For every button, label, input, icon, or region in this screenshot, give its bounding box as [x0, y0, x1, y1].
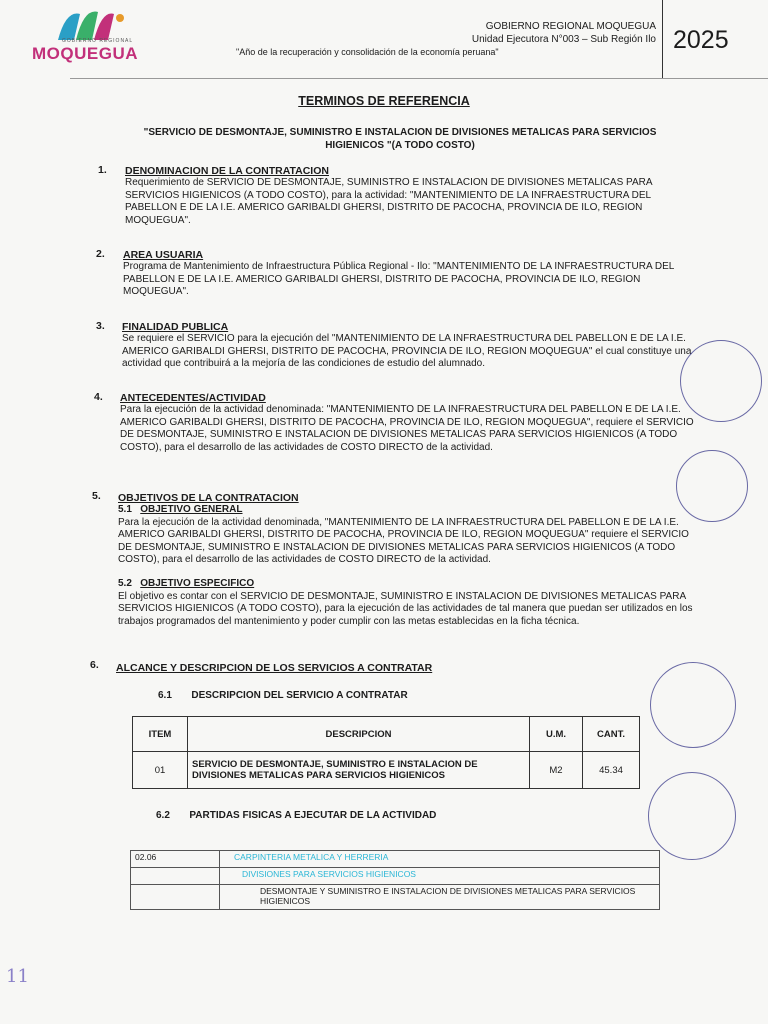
seal-stamp — [680, 340, 762, 422]
section-6-2-number: 6.2 — [156, 810, 170, 821]
cell-cant: 45.34 — [583, 752, 640, 789]
header-um: U.M. — [530, 717, 583, 752]
seal-stamp — [650, 662, 736, 748]
section-5-2 — [118, 578, 702, 590]
partida-empty-code — [131, 868, 220, 885]
section-6-2-heading: PARTIDAS FISICAS A EJECUTAR DE LA ACTIVIDAD — [189, 810, 437, 821]
table-row — [131, 868, 660, 885]
section-5-2-text: El objetivo es contar con el SERVICIO DE DESMONTAJE, SUMINISTRO E INSTALACION DE DIVISIONES METALICAS PARA SERVICIOS HIGIENICOS (A TODO COSTO), para la ejecución de las actividades de tal manera que puedan ser utilizados en los trabajos programados del mantenimiento y poder cumplir con las metas establecidas en la ficha técnica. — [118, 590, 693, 627]
section-2 — [123, 249, 703, 299]
section-2-heading: AREA USUARIA — [123, 249, 204, 261]
cell-desc: SERVICIO DE DESMONTAJE, SUMINISTRO E INSTALACION DE DIVISIONES METALICAS PARA SERVICIOS HIGIENICOS — [188, 752, 530, 789]
gov-line-2: Unidad Ejecutora N°003 – Sub Región Ilo — [471, 34, 656, 45]
section-4 — [120, 392, 702, 454]
section-2-number: 2. — [96, 248, 105, 260]
section-5-2-number: 5.2 — [118, 578, 132, 590]
services-table — [132, 716, 640, 789]
partidas-table — [130, 850, 660, 910]
header-item: ITEM — [133, 717, 188, 752]
section-3-text: Se requiere el SERVICIO para la ejecución del "MANTENIMIENTO DE LA INFRAESTRUCTURA DEL PABELLON E DE LA I.E. AMERICO GARIBALDI GHERSI, DISTRITO DE PACOCHA, PROVINCIA DE ILO, REGION MOQUEGUA" el cual constituye una actividad que contribuirá a la mejoría de las condiciones de estudio del alumnado. — [122, 333, 692, 370]
section-6-1-number: 6.1 — [158, 690, 172, 701]
section-6-number: 6. — [90, 659, 99, 671]
document-title: TERMINOS DE REFERENCIA — [298, 94, 470, 108]
header-cant: CANT. — [583, 717, 640, 752]
section-6-heading: ALCANCE Y DESCRIPCION DE LOS SERVICIOS A CONTRATAR — [116, 662, 433, 674]
year-motto: "Año de la recuperación y consolidación de la economía peruana" — [236, 47, 499, 57]
partida-subtitle: DIVISIONES PARA SERVICIOS HIGIENICOS — [220, 868, 660, 885]
section-5-1-number: 5.1 — [118, 504, 132, 516]
header-government — [472, 20, 656, 46]
seal-stamp — [648, 772, 736, 860]
section-5-heading: OBJETIVOS DE LA CONTRATACION — [118, 492, 299, 504]
section-1 — [125, 165, 705, 227]
cell-um: M2 — [530, 752, 583, 789]
section-5-1 — [118, 504, 702, 516]
section-1-number: 1. — [98, 164, 107, 176]
section-3-number: 3. — [96, 320, 105, 332]
section-5-1-text: Para la ejecución de la actividad denominada, "MANTENIMIENTO DE LA INFRAESTRUCTURA DEL PABELLON E DE LA I.E. AMERICO GARIBALDI GHERSI, DISTRITO DE PACOCHA, PROVINCIA DE ILO, REGION MOQUEGUA" requiere el SERVICIO DE DESMONTAJE, SUMINISTRO E INSTALACION DE DIVISIONES METALICAS PARA SERVICIOS HIGIENICOS (A TODO COSTO), para el desarrollo de las actividades de COSTO DIRECTO de la actividad. — [118, 516, 689, 566]
partida-empty-code — [131, 885, 220, 910]
document-subtitle: "SERVICIO DE DESMONTAJE, SUMINISTRO E INSTALACION DE DIVISIONES METALICAS PARA SERVICIOS HIGIENICOS "(A TODO COSTO) — [143, 127, 657, 151]
header-year: 2025 — [673, 26, 729, 54]
section-6 — [116, 662, 676, 674]
section-5-number: 5. — [92, 490, 101, 502]
logo-subtext: GOBIERNO REGIONAL — [62, 38, 134, 44]
seal-stamp — [676, 450, 748, 522]
partida-title: CARPINTERIA METALICA Y HERRERIA — [220, 851, 660, 868]
section-6-1 — [158, 690, 408, 701]
section-3 — [122, 321, 702, 371]
section-4-number: 4. — [94, 391, 103, 403]
section-1-heading: DENOMINACION DE LA CONTRATACION — [125, 165, 329, 177]
section-6-1-heading: DESCRIPCION DEL SERVICIO A CONTRATAR — [191, 690, 408, 701]
header-descripcion: DESCRIPCION — [188, 717, 530, 752]
table-row — [133, 752, 640, 789]
logo-name: MOQUEGUA — [32, 44, 138, 63]
gov-line-1: GOBIERNO REGIONAL MOQUEGUA — [485, 21, 656, 32]
section-5-2-heading: OBJETIVO ESPECIFICO — [140, 578, 255, 590]
header-rule — [70, 78, 768, 79]
section-4-heading: ANTECEDENTES/ACTIVIDAD — [120, 392, 266, 404]
table-row — [131, 885, 660, 910]
partida-code: 02.06 — [131, 851, 220, 868]
partida-item: DESMONTAJE Y SUMINISTRO E INSTALACION DE DIVISIONES METALICAS PARA SERVICIOS HIGIENICOS — [220, 885, 660, 910]
header-divider — [662, 0, 663, 78]
section-6-2 — [156, 810, 436, 821]
cell-item: 01 — [133, 752, 188, 789]
table-row — [131, 851, 660, 868]
section-5-1-heading: OBJETIVO GENERAL — [140, 504, 243, 516]
section-4-text: Para la ejecución de la actividad denominada: "MANTENIMIENTO DE LA INFRAESTRUCTURA DEL PABELLON E DE LA I.E. AMERICO GARIBALDI GHERSI, DISTRITO DE PACOCHA, PROVINCIA DE ILO, REGION MOQUEGUA", requiere el SERVICIO DE DESMONTAJE, SUMINISTRO E INSTALACION DE DIVISIONES METALICAS PARA SERVICIOS HIGIENICOS (A TODO COSTO), para el desarrollo de las actividades de COSTO DIRECTO de la actividad. — [120, 404, 694, 453]
section-2-text: Programa de Mantenimiento de Infraestructura Pública Regional - Ilo: "MANTENIMIENTO DE LA INFRAESTRUCTURA DEL PABELLON E DE LA I.E. AMERICO GARIBALDI GHERSI, DISTRITO DE PACOCHA, PROVINCIA DE ILO, REGION MOQUEGUA". — [123, 261, 674, 298]
section-1-text: Requerimiento de SERVICIO DE DESMONTAJE, SUMINISTRO E INSTALACION DE DIVISIONES METALICAS PARA SERVICIOS HIGIENICOS (A TODO COSTO), para la actividad: "MANTENIMIENTO DE LA INFRAESTRUCTURA DEL PABELLON E DE LA I.E. AMERICO GARIBALDI GHERSI, DISTRITO DE PACOCHA, PROVINCIA DE ILO, REGION MOQUEGUA". — [125, 177, 652, 226]
table-header-row — [133, 717, 640, 752]
section-5 — [118, 492, 702, 628]
section-3-heading: FINALIDAD PUBLICA — [122, 321, 229, 333]
page-number-handwritten: 11 — [6, 966, 29, 987]
